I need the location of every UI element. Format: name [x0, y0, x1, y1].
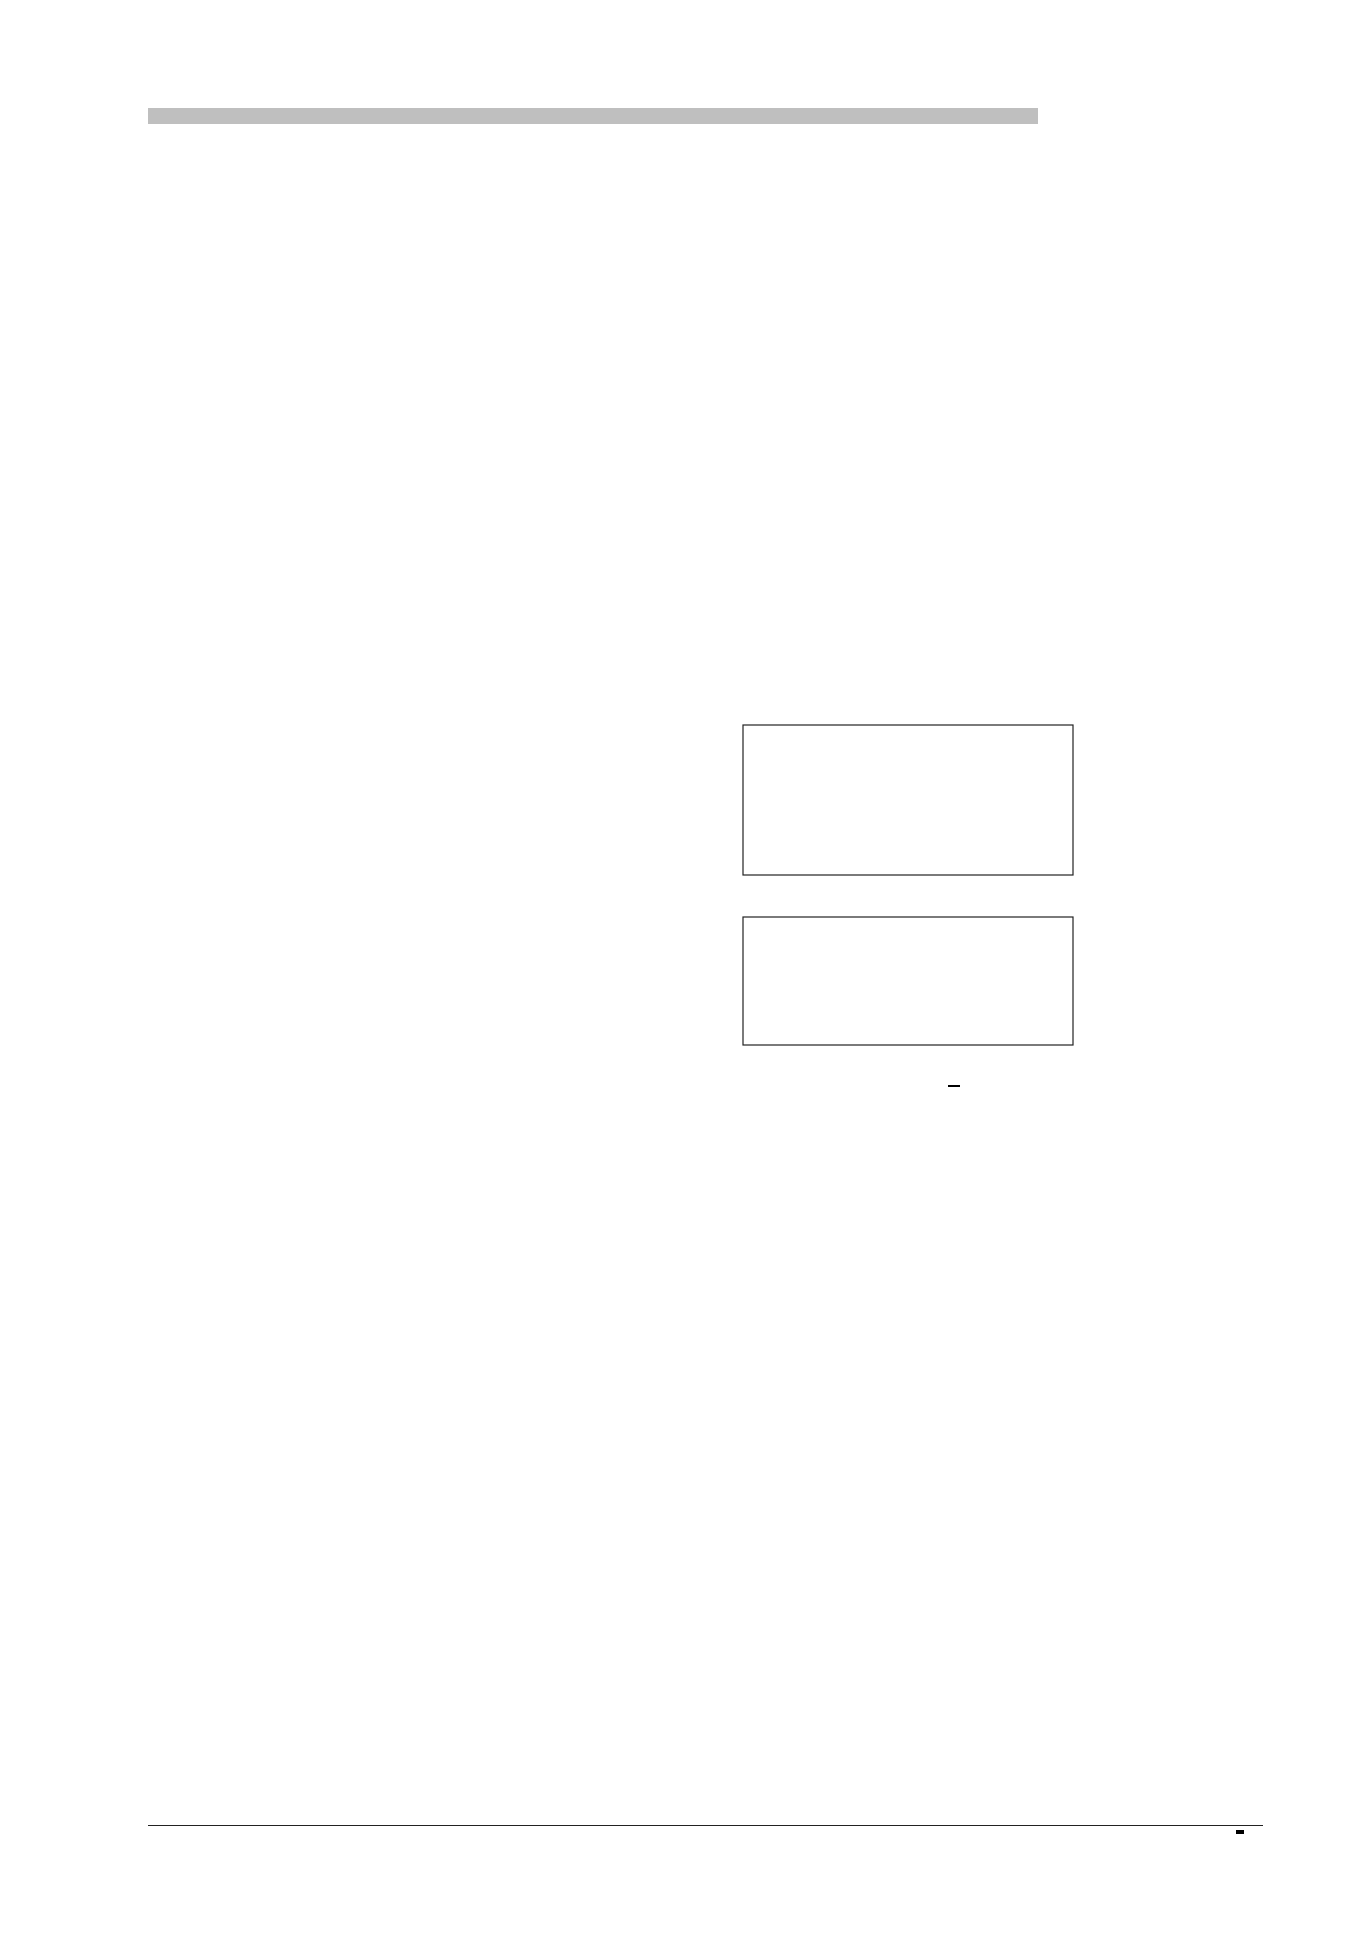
- figure-2-charts: [703, 705, 1095, 1109]
- page-number: [1236, 1830, 1244, 1834]
- bottom-chart-frame: [743, 917, 1073, 1045]
- footer-rule: [148, 1825, 1263, 1826]
- top-chart-frame: [743, 725, 1073, 875]
- header-bar: [148, 108, 1038, 124]
- figure-label: [948, 1085, 960, 1087]
- figure-2: [703, 705, 1095, 1109]
